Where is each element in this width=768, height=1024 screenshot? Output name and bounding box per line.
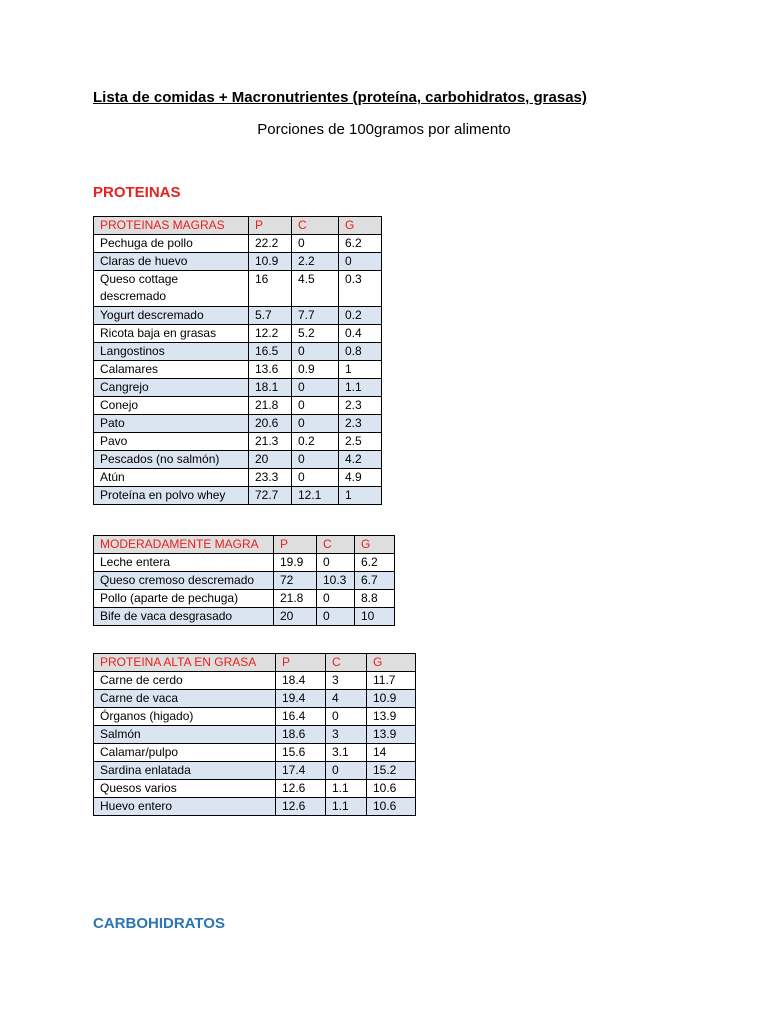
fat-cell: 10.6 [367,780,416,798]
table-row [94,379,382,397]
protein-cell: 18.1 [249,379,292,397]
fat-cell: 6.2 [355,554,395,572]
protein-cell: 5.7 [249,307,292,325]
food-name-cell: Pechuga de pollo [94,235,249,253]
moderately-lean-proteins-table [93,535,395,626]
fat-cell: 13.9 [367,726,416,744]
carbs-cell: 3.1 [326,744,367,762]
fat-cell: 15.2 [367,762,416,780]
carbohydrates-section-heading: CARBOHIDRATOS [93,915,225,932]
table-row [94,253,382,271]
food-name-cell: Ricota baja en grasas [94,325,249,343]
food-name-cell: Yogurt descremado [94,307,249,325]
food-name-cell: Carne de vaca [94,690,276,708]
food-name-cell: Carne de cerdo [94,672,276,690]
carbs-cell: 3 [326,672,367,690]
protein-cell: 21.8 [274,590,317,608]
fat-cell: 1 [339,361,382,379]
fat-cell: 6.2 [339,235,382,253]
table-title-cell: PROTEINAS MAGRAS [94,217,249,235]
carbs-header: C [317,536,355,554]
table-row [94,343,382,361]
fat-cell: 13.9 [367,708,416,726]
food-name-cell: Pavo [94,433,249,451]
table-header-row [94,654,416,672]
fat-cell: 0.2 [339,307,382,325]
carbs-cell: 1.1 [326,798,367,816]
fat-cell: 6.7 [355,572,395,590]
fat-cell: 10 [355,608,395,626]
fat-cell: 0.8 [339,343,382,361]
protein-header: P [249,217,292,235]
carbs-cell: 0 [292,415,339,433]
table-row [94,487,382,505]
table-row [94,325,382,343]
table-row [94,235,382,253]
carbs-cell: 0 [292,469,339,487]
carbs-cell: 0 [317,590,355,608]
protein-cell: 23.3 [249,469,292,487]
table-row [94,397,382,415]
protein-cell: 21.8 [249,397,292,415]
table-row [94,307,382,325]
carbs-cell: 0 [292,235,339,253]
fat-cell: 11.7 [367,672,416,690]
high-fat-proteins-table [93,653,416,816]
table-row [94,271,382,307]
fat-cell: 14 [367,744,416,762]
protein-cell: 12.6 [276,780,326,798]
proteins-section-heading: PROTEINAS [93,184,181,201]
table-row [94,608,395,626]
carbs-cell: 4.5 [292,271,339,307]
carbs-header: C [326,654,367,672]
fat-cell: 0.4 [339,325,382,343]
food-name-cell: Pato [94,415,249,433]
fat-cell: 10.6 [367,798,416,816]
protein-cell: 12.6 [276,798,326,816]
table-row [94,572,395,590]
table-title-cell: MODERADAMENTE MAGRA [94,536,274,554]
protein-cell: 22.2 [249,235,292,253]
table-row [94,433,382,451]
fat-cell: 2.5 [339,433,382,451]
food-name-cell: Sardina enlatada [94,762,276,780]
carbs-cell: 0 [292,397,339,415]
document-subtitle: Porciones de 100gramos por alimento [257,121,511,138]
food-name-cell: Calamar/pulpo [94,744,276,762]
protein-cell: 17.4 [276,762,326,780]
food-name-cell: Órganos (higado) [94,708,276,726]
food-name-cell: Atún [94,469,249,487]
carbs-cell: 10.3 [317,572,355,590]
protein-cell: 19.9 [274,554,317,572]
fat-cell: 4.9 [339,469,382,487]
carbs-cell: 0 [317,554,355,572]
protein-cell: 19.4 [276,690,326,708]
table-header-row [94,217,382,235]
fat-cell: 1 [339,487,382,505]
table-row [94,415,382,433]
table-row [94,744,416,762]
carbs-cell: 2.2 [292,253,339,271]
carbs-cell: 3 [326,726,367,744]
table-row [94,469,382,487]
carbs-cell: 0 [292,343,339,361]
food-name-cell: Queso cottage descremado [94,271,249,307]
table-row [94,726,416,744]
lean-proteins-table [93,216,382,505]
fat-cell: 1.1 [339,379,382,397]
carbs-cell: 12.1 [292,487,339,505]
food-name-cell: Cangrejo [94,379,249,397]
protein-cell: 15.6 [276,744,326,762]
carbs-cell: 0 [292,379,339,397]
table-row [94,780,416,798]
carbs-cell: 0 [292,451,339,469]
food-name-cell: Calamares [94,361,249,379]
protein-cell: 16.4 [276,708,326,726]
protein-cell: 16.5 [249,343,292,361]
carbs-cell: 5.2 [292,325,339,343]
protein-cell: 72.7 [249,487,292,505]
protein-cell: 20.6 [249,415,292,433]
food-name-cell: Salmón [94,726,276,744]
carbs-cell: 0 [326,708,367,726]
protein-cell: 72 [274,572,317,590]
food-name-cell: Langostinos [94,343,249,361]
table-row [94,798,416,816]
food-name-cell: Bife de vaca desgrasado [94,608,274,626]
fat-header: G [339,217,382,235]
carbs-cell: 7.7 [292,307,339,325]
protein-cell: 21.3 [249,433,292,451]
food-name-cell: Huevo entero [94,798,276,816]
protein-cell: 20 [249,451,292,469]
protein-header: P [276,654,326,672]
document-title: Lista de comidas + Macronutrientes (proteína, carbohidratos, grasas) [93,89,587,106]
table-row [94,554,395,572]
carbs-cell: 0 [317,608,355,626]
table-header-row [94,536,395,554]
table-row [94,451,382,469]
protein-cell: 20 [274,608,317,626]
protein-cell: 12.2 [249,325,292,343]
food-name-cell: Pollo (aparte de pechuga) [94,590,274,608]
fat-cell: 10.9 [367,690,416,708]
carbs-cell: 0 [326,762,367,780]
table-title-cell: PROTEINA ALTA EN GRASA [94,654,276,672]
table-row [94,762,416,780]
fat-cell: 4.2 [339,451,382,469]
food-name-cell: Quesos varios [94,780,276,798]
fat-header: G [355,536,395,554]
fat-cell: 2.3 [339,415,382,433]
food-name-cell: Pescados (no salmón) [94,451,249,469]
protein-header: P [274,536,317,554]
table-row [94,590,395,608]
food-name-cell: Claras de huevo [94,253,249,271]
carbs-cell: 0.2 [292,433,339,451]
food-name-cell: Proteína en polvo whey [94,487,249,505]
protein-cell: 18.4 [276,672,326,690]
fat-header: G [367,654,416,672]
fat-cell: 8.8 [355,590,395,608]
protein-cell: 16 [249,271,292,307]
table-row [94,672,416,690]
carbs-cell: 1.1 [326,780,367,798]
fat-cell: 2.3 [339,397,382,415]
protein-cell: 13.6 [249,361,292,379]
carbs-header: C [292,217,339,235]
carbs-cell: 0.9 [292,361,339,379]
fat-cell: 0 [339,253,382,271]
fat-cell: 0.3 [339,271,382,307]
protein-cell: 18.6 [276,726,326,744]
food-name-cell: Conejo [94,397,249,415]
table-row [94,708,416,726]
food-name-cell: Queso cremoso descremado [94,572,274,590]
protein-cell: 10.9 [249,253,292,271]
food-name-cell: Leche entera [94,554,274,572]
table-row [94,690,416,708]
carbs-cell: 4 [326,690,367,708]
table-row [94,361,382,379]
